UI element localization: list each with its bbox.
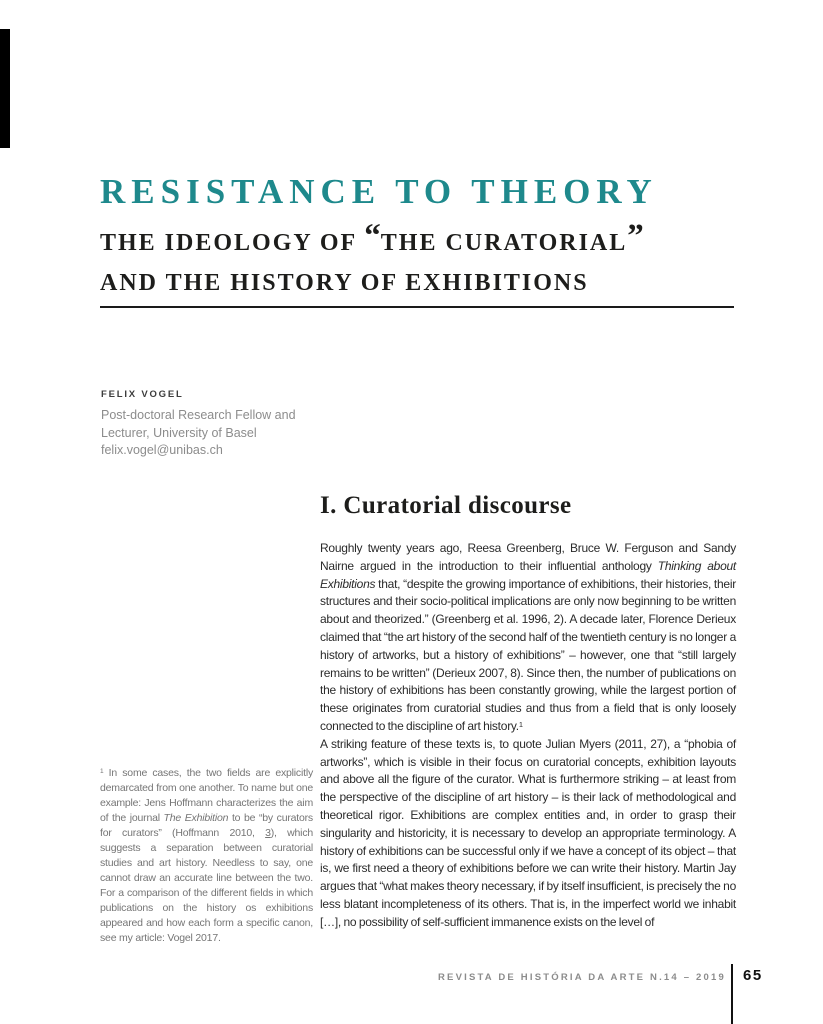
page-edge-tab (0, 29, 10, 148)
footnote-column (100, 766, 313, 946)
section-heading: I. Curatorial discourse (320, 492, 572, 519)
footnote-marker: 1 (518, 719, 523, 729)
article-title-main: RESISTANCE TO THEORY (100, 172, 658, 211)
article-title-block (100, 170, 740, 303)
author-block (101, 389, 321, 460)
open-quote-glyph: “ (364, 218, 381, 254)
body-text-column (320, 540, 736, 932)
page-number: 65 (743, 967, 763, 984)
footnote-1 (100, 766, 313, 946)
author-affiliation-line2: Lecturer, University of Basel (101, 425, 257, 440)
footer-vertical-rule (731, 964, 733, 1024)
body-paragraph-1 (320, 540, 736, 736)
body-paragraph-2 (320, 736, 736, 932)
footnote-marker: 1 (100, 768, 104, 776)
italic-run: The Exhibition (163, 812, 229, 824)
article-subtitle-line1 (100, 214, 740, 263)
close-quote-glyph: ” (627, 218, 644, 254)
subtitle-text-run: THE IDEOLOGY OF (100, 230, 365, 256)
author-email: felix.vogel@unibas.ch (101, 443, 223, 457)
text-run: ), which suggests a separation between curatorial studies and art history. Needless to say, one cannot draw an accurate line between the two. For a comparison of the different fields in which publications on the history os exhibitions appeared and how each form a specific canon, see my article: Vogel 2017. (100, 827, 314, 944)
text-run: In some cases, the two fields are explicitly demarcated from one another. To name but one example: Jens Hoffmann characterizes the aim of the journal (100, 767, 313, 824)
italic-run: Thinking about Exhibitions (320, 558, 737, 591)
footer-journal-line: REVISTA DE HISTÓRIA DA ARTE N.14 – 2019 (438, 972, 726, 983)
text-run: to be “by curators for curators” (Hoffmann 2010, (100, 812, 313, 839)
author-name: FELIX VOGEL (101, 389, 184, 400)
article-subtitle-line2: AND THE HISTORY OF EXHIBITIONS (100, 270, 589, 296)
author-affiliation-line1: Post-doctoral Research Fellow and (101, 408, 296, 422)
subtitle-quoted-term: THE CURATORIAL (380, 230, 628, 256)
text-run: Roughly twenty years ago, Reesa Greenberg, Bruce W. Ferguson and Sandy Nairne argued in the introduction to their influential anthology (320, 541, 736, 573)
title-divider-rule (100, 306, 734, 308)
text-run: that, “despite the growing importance of exhibitions, their histories, their structures and their socio-political implications are only now beginning to be written about and theorized.” (Greenberg et al. 1996, 2). A decade later, Florence Derieux claimed that “the art history of the second half of the twentieth century is no longer a history of artworks, but a history of exhibitions” – however, one that “still largely remains to be written” (Derieux 2007, 8). Since then, the number of publications on the history of exhibitions has been constantly growing, while the largest portion of these originates from curatorial studies and thus from a field that is only loosely connected to the discipline of art history. (320, 576, 736, 733)
text-run: A striking feature of these texts is, to quote Julian Myers (2011, 27), a “phobia of artworks”, which is visible in their focus on curatorial concepts, exhibition layouts and above all the figure of the curator. What is furthermore striking – at least from the perspective of the discipline of art history – is their lack of methodological and theoretical rigor. Exhibitions are complex entities and, in order to grasp their singularity and historicity, it is necessary to develop an appropriate terminology. A history of exhibitions can be successful only if we have a concept of its object – that is, we first need a theory of exhibitions before we can write their history. Martin Jay argues that “what makes theory necessary, if by itself insufficient, is precisely the no less blatant incompleteness of its others. That is, in the imperfect world we inhabit […], no possibility of self-sufficient immanence exists on the level of (320, 736, 736, 929)
footnote-page-link[interactable]: 3 (265, 827, 271, 839)
